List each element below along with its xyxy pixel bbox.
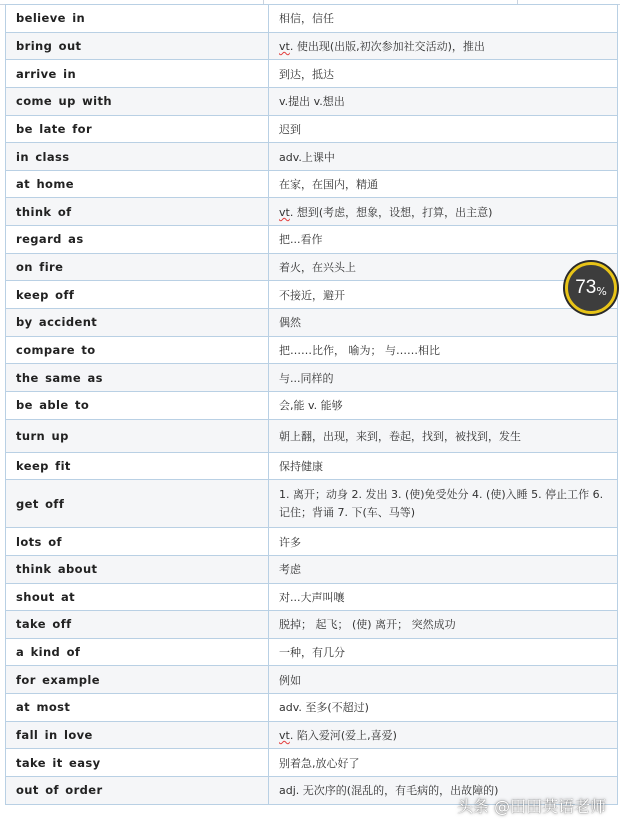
phrase-cell: shout at [6,583,269,611]
phrase-cell: keep fit [6,452,269,480]
table-row [6,309,618,337]
meaning-cell [269,638,618,666]
progress-badge[interactable] [565,262,617,314]
table-row [6,611,618,639]
meaning-cell [269,253,618,281]
pos-tag: vt [279,205,290,219]
table-row [6,749,618,777]
table-row [6,281,618,309]
phrase-cell: think of [6,198,269,226]
table-row [6,364,618,392]
table-row [6,555,618,583]
meaning-cell [269,87,618,115]
meaning-cell [269,480,618,528]
meaning-text: 1. 离开；动身 2. 发出 3. (使)免受处分 4. (使)入睡 5. 停止工作 6. 记住；背诵 7. 下(车、马等) [279,487,604,519]
meaning-cell [269,336,618,364]
phrase-cell: compare to [6,336,269,364]
phrase-cell: the same as [6,364,269,392]
meaning-text: . 陷入爱河(爱上,喜爱) [289,729,397,743]
phrase-cell: at most [6,694,269,722]
phrase-cell: be late for [6,115,269,143]
meaning-cell [269,364,618,392]
meaning-cell [269,583,618,611]
phrase-cell: a kind of [6,638,269,666]
table-row [6,583,618,611]
meaning-text: . 想到(考虑，想象，设想，打算，出主意) [289,205,493,219]
meaning-text: 许多 [279,535,301,549]
phrase-cell: arrive in [6,60,269,88]
meaning-text: 着火，在兴头上 [279,261,356,275]
meaning-text: 把……比作， 喻为； 与……相比 [279,344,440,357]
table-row [6,480,618,528]
table-row [6,419,618,452]
table-row [6,5,618,33]
phrase-cell: turn up [6,419,269,452]
phrase-cell: keep off [6,281,269,309]
meaning-text: adv.上课中 [279,150,335,164]
table-row [6,638,618,666]
phrase-cell: believe in [6,5,269,33]
meaning-text: 会,能 v. 能够 [279,399,343,413]
meaning-text: 脱掉； 起飞； (使) 离开； 突然成功 [279,618,456,632]
phrase-cell: regard as [6,226,269,254]
table-row [6,452,618,480]
meaning-cell [269,143,618,171]
meaning-text: 别着急,放心好了 [279,756,360,770]
meaning-text: 一种，有几分 [279,646,345,660]
meaning-text: . 使出现(出版,初次参加社交活动)，推出 [289,39,485,53]
phrase-cell: get off [6,480,269,528]
meaning-cell [269,666,618,694]
meaning-text: 在家，在国内，精通 [279,178,378,192]
meaning-cell [269,5,618,33]
meaning-cell [269,611,618,639]
phrase-cell: out of order [6,777,269,805]
table-row [6,60,618,88]
table-row [6,143,618,171]
phrase-cell: fall in love [6,721,269,749]
phrase-cell: lots of [6,528,269,556]
meaning-text: v.提出 v.想出 [279,95,345,109]
phrase-cell: for example [6,666,269,694]
pos-tag: vt [279,729,290,743]
meaning-cell [269,60,618,88]
meaning-text: 对...大声叫嚷 [279,590,345,604]
meaning-text: 与...同样的 [279,371,334,385]
phrase-cell: on fire [6,253,269,281]
table-row [6,32,618,60]
meaning-cell [269,528,618,556]
meaning-text: 到达，抵达 [279,67,334,81]
watermark: 头条 @田田英语老师 [457,797,607,816]
phrase-cell: by accident [6,309,269,337]
meaning-cell [269,694,618,722]
phrase-cell: be able to [6,391,269,419]
table-row [6,87,618,115]
meaning-cell [269,32,618,60]
meaning-text: 保持健康 [279,459,323,473]
table-row [6,391,618,419]
meaning-cell [269,749,618,777]
phrase-cell: take it easy [6,749,269,777]
meaning-text: adj. 无次序的(混乱的，有毛病的，出故障的) [279,784,499,798]
meaning-text: 迟到 [279,122,301,136]
meaning-cell [269,309,618,337]
table-row [6,115,618,143]
vocabulary-table [5,4,618,805]
phrase-cell: bring out [6,32,269,60]
meaning-text: 不接近，避开 [279,288,345,302]
phrase-cell: in class [6,143,269,171]
phrase-cell: think about [6,555,269,583]
meaning-cell [269,170,618,198]
meaning-text: 考虑 [279,563,301,577]
table-row [6,694,618,722]
meaning-cell [269,721,618,749]
table-row [6,336,618,364]
meaning-text: 偶然 [279,316,301,330]
meaning-cell [269,419,618,452]
meaning-cell [269,198,618,226]
meaning-text: adv. 至多(不超过) [279,701,369,715]
table-row [6,170,618,198]
table-row [6,666,618,694]
progress-value: 73 [575,277,597,298]
meaning-text: 相信，信任 [279,12,334,26]
progress-unit: % [596,284,607,298]
table-row [6,198,618,226]
meaning-cell [269,115,618,143]
phrase-cell: come up with [6,87,269,115]
meaning-text: 朝上翻，出现，来到，卷起，找到，被找到，发生 [279,429,521,443]
pos-tag: vt [279,39,290,53]
meaning-cell [269,452,618,480]
vocabulary-table-body [6,5,618,805]
table-row [6,226,618,254]
meaning-text: 把...看作 [279,233,323,247]
table-row [6,253,618,281]
meaning-cell [269,391,618,419]
phrase-cell: take off [6,611,269,639]
meaning-cell [269,555,618,583]
meaning-cell [269,226,618,254]
table-row [6,528,618,556]
meaning-text: 例如 [279,673,301,687]
table-row [6,721,618,749]
phrase-cell: at home [6,170,269,198]
